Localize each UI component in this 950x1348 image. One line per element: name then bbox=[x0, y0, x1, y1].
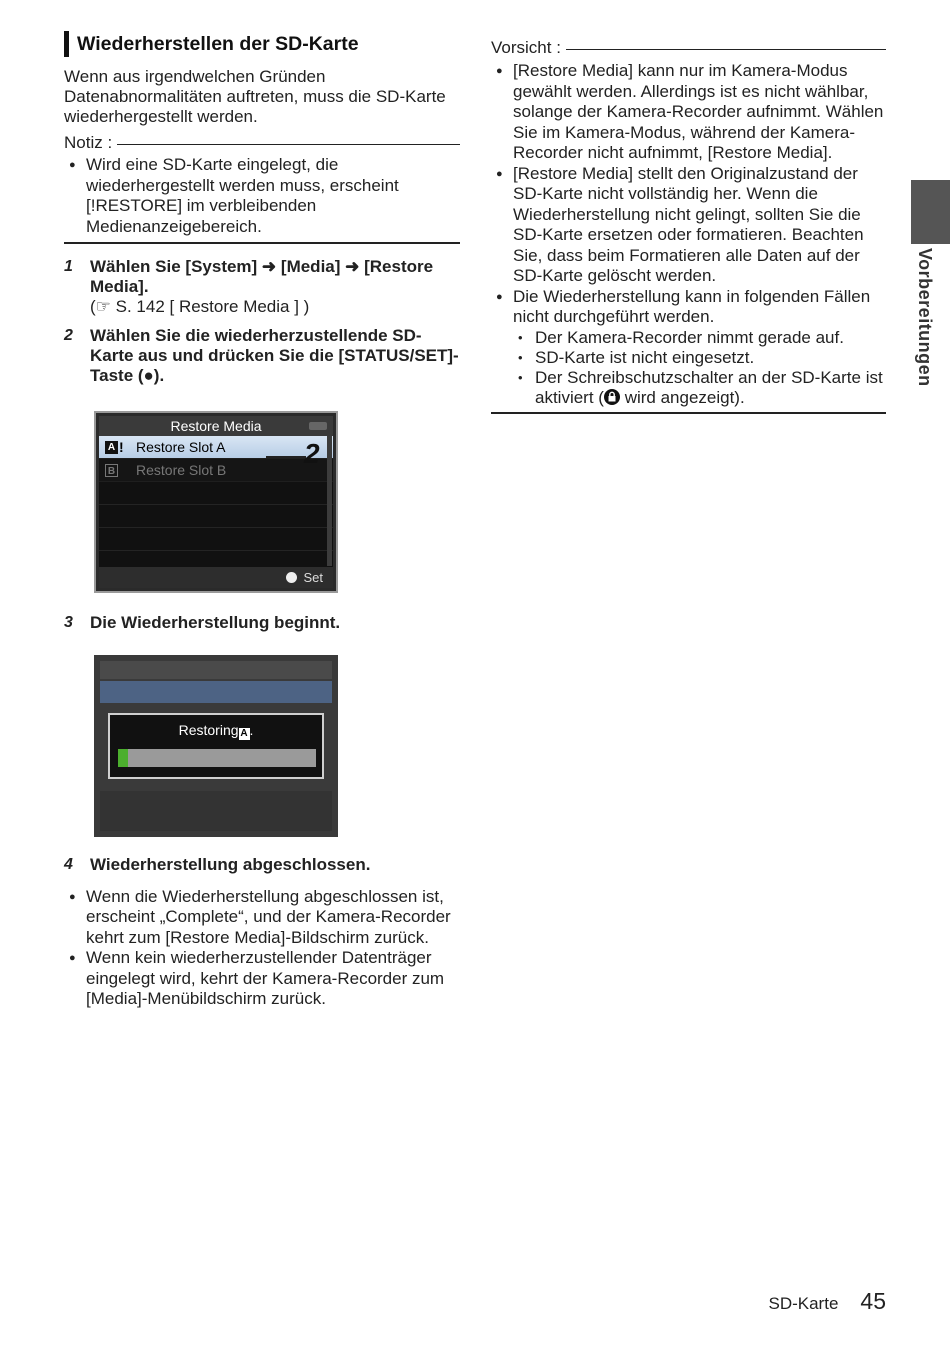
restore-slot-a-label: Restore Slot A bbox=[136, 438, 226, 455]
step-number: 4 bbox=[64, 855, 73, 873]
progress-bar bbox=[118, 749, 316, 767]
restoring-screen bbox=[94, 655, 338, 837]
restore-slot-b-item[interactable] bbox=[99, 459, 333, 482]
sub-item-text: wird angezeigt). bbox=[619, 387, 745, 407]
sub-list-item bbox=[513, 368, 886, 408]
screen-bottom bbox=[100, 791, 332, 831]
caution-label-text: Vorsicht : bbox=[491, 38, 561, 57]
step-number: 2 bbox=[64, 326, 73, 344]
step-1 bbox=[64, 257, 460, 317]
empty-row bbox=[99, 505, 333, 528]
set-label: Set bbox=[303, 569, 323, 585]
restoring-dialog bbox=[108, 713, 324, 779]
restore-media-screen bbox=[94, 411, 338, 593]
slot-a-icon: A bbox=[105, 441, 118, 454]
title-text: Wiederherstellen der SD-Karte bbox=[77, 32, 359, 55]
slot-a-icon: A bbox=[240, 727, 248, 739]
battery-icon bbox=[309, 422, 327, 430]
caution-list bbox=[491, 61, 886, 408]
caution-rule bbox=[566, 49, 886, 50]
sub-list-item: • Der Kamera-Recorder nimmt gerade auf. bbox=[513, 328, 886, 348]
footer-section: SD-Karte bbox=[768, 1294, 839, 1313]
restoring-text bbox=[110, 722, 322, 740]
screen-footer bbox=[99, 567, 333, 588]
step-text: Wählen Sie die wiederherzustellende SD-Karte aus und drücken Sie die [STATUS/SET]-Taste (●). bbox=[90, 325, 459, 385]
screen-title-bar bbox=[100, 661, 332, 679]
sub-list bbox=[513, 328, 886, 408]
caution-end-rule bbox=[491, 412, 886, 414]
step-text: Die Wiederherstellung beginnt. bbox=[90, 612, 341, 632]
empty-row bbox=[99, 482, 333, 505]
sub-item-text: Der Schreibschutzschalter an der SD-Karte ist aktiviert ( bbox=[535, 367, 883, 407]
list-item: ● Wird eine SD-Karte eingelegt, die wiederhergestellt werden muss, erscheint [!RESTORE] im verbleibenden Medienanzeigebereich. bbox=[64, 155, 460, 237]
side-tab-marker bbox=[911, 180, 950, 244]
title-bar bbox=[64, 31, 69, 57]
left-column bbox=[64, 30, 460, 1010]
callout-number: 2 bbox=[304, 438, 320, 469]
step-4 bbox=[64, 855, 460, 875]
lock-icon bbox=[604, 389, 620, 405]
screen-title bbox=[99, 416, 333, 436]
screen-inner bbox=[99, 416, 333, 588]
note-rule bbox=[117, 144, 460, 145]
slot-b-icon: B bbox=[105, 464, 118, 477]
page-footer bbox=[768, 1288, 886, 1315]
note-list bbox=[64, 155, 460, 237]
callout-line bbox=[266, 456, 306, 458]
list-item: ● Wenn die Wiederherstellung abgeschlossen ist, erscheint „Complete“, und der Kamera-Recorder kehrt zum [Restore Media]-Bildschirm zurück. bbox=[64, 887, 460, 949]
right-column bbox=[491, 38, 886, 414]
empty-row bbox=[99, 528, 333, 551]
screen-selected-row bbox=[100, 681, 332, 703]
step-3 bbox=[64, 613, 460, 633]
restoring-suffix: . bbox=[249, 721, 254, 738]
list-item bbox=[491, 287, 886, 408]
list-item: ● Wenn kein wiederherzustellender Datenträger eingelegt wird, kehrt der Kamera-Recorder zum [Media]-Menübildschirm zurück. bbox=[64, 948, 460, 1010]
list-item: ● [Restore Media] kann nur im Kamera-Modus gewählt werden. Allerdings ist es nicht wählbar, solange der Kamera-Recorder aufnimmt. Wählen Sie im Kamera-Modus, während der Kamera-Recorder nicht aufnimmt, [Restore Media]. bbox=[491, 61, 886, 164]
done-list bbox=[64, 887, 460, 1010]
note-label bbox=[64, 133, 460, 153]
restoring-label: Restoring bbox=[178, 721, 239, 738]
note-end-rule bbox=[64, 242, 460, 244]
step-2 bbox=[64, 326, 460, 386]
screen-title-text: Restore Media bbox=[170, 417, 262, 434]
list-item-text: Die Wiederherstellung kann in folgenden Fällen nicht durchgeführt werden. bbox=[513, 286, 871, 326]
scrollbar bbox=[327, 436, 332, 566]
page-reference: (☞ S. 142 [ Restore Media ] ) bbox=[90, 296, 310, 316]
step-text: Wählen Sie [System] ➜ [Media] ➜ [Restore Media]. bbox=[90, 256, 434, 296]
intro-text: Wenn aus irgendwelchen Gründen Datenabnormalitäten auftreten, muss die SD-Karte wiederhergestellt werden. bbox=[64, 67, 446, 126]
warning-icon: ! bbox=[119, 438, 124, 455]
step-number: 1 bbox=[64, 257, 73, 275]
section-title bbox=[64, 30, 460, 58]
side-tab-label: Vorbereitungen bbox=[915, 248, 935, 387]
step-text: Wiederherstellung abgeschlossen. bbox=[90, 854, 371, 874]
note-label-text: Notiz : bbox=[64, 133, 113, 152]
list-item: ● [Restore Media] stellt den Originalzustand der SD-Karte nicht vollständig her. Wenn die Wiederherstellung nicht gelingt, sollten Sie die SD-Karte ersetzen oder formatieren. Beachten Sie, dass beim Formatieren alle Daten auf der SD-Karte gelöscht werden. bbox=[491, 164, 886, 287]
progress-fill bbox=[118, 749, 128, 767]
page-number: 45 bbox=[860, 1288, 886, 1314]
set-button-icon bbox=[286, 572, 297, 583]
caution-label bbox=[491, 38, 886, 58]
sub-list-item: • SD-Karte ist nicht eingesetzt. bbox=[513, 348, 886, 368]
step-number: 3 bbox=[64, 613, 73, 631]
restore-slot-b-label: Restore Slot B bbox=[136, 461, 227, 478]
